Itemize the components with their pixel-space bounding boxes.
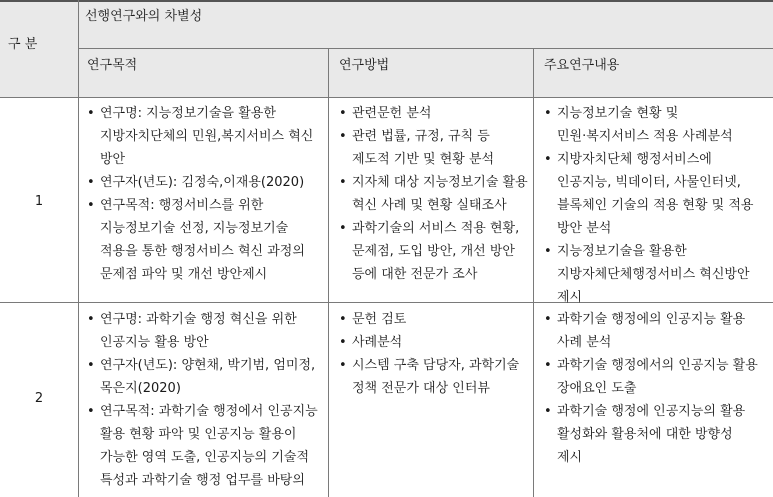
list-item	[541, 354, 758, 400]
list-item-line: • 연구자(년도): 양현채, 박기범, 엄미정,	[100, 358, 316, 373]
list-item-line: • 연구자(년도): 김정숙,이재용(2020)	[100, 175, 305, 190]
list-item-line: 장애요인 도출	[557, 381, 637, 396]
list-item	[336, 308, 519, 331]
list-item-line: 적용을 통한 행정서비스 혁신 과정의	[100, 244, 305, 259]
list-item-line: • 관련문헌 분석	[352, 106, 432, 121]
list-item	[84, 194, 313, 286]
list-item-line: • 관련 법률, 규정, 규칙 등	[352, 129, 490, 144]
list-item-line: 지능정보기술 선정, 지능정보기술	[100, 221, 289, 236]
row-number: 2	[34, 391, 44, 406]
list-item-line: 블록체인 기술의 적용 현황 및 적용	[557, 198, 754, 213]
list-item	[336, 125, 528, 171]
list-item	[336, 217, 528, 286]
list-item-line: 민원·복지서비스 적용 사례분석	[557, 129, 733, 144]
purpose-header: 연구목적	[87, 58, 138, 73]
list-item	[84, 354, 318, 400]
list-item-line: 정책 전문가 대상 인터뷰	[352, 381, 490, 396]
row-number: 1	[34, 194, 44, 209]
list-item	[84, 308, 318, 354]
list-item-line: 등에 대한 전문가 조사	[352, 267, 478, 282]
header-bottom-rule	[0, 97, 773, 98]
list-item-line: 특성과 과학기술 행정 업무를 바탕의	[100, 473, 305, 488]
row-2-method-list	[336, 308, 519, 400]
list-item-line: • 과학기술 행정에서의 인공지능 활용	[557, 358, 758, 373]
list-item-line: • 지능정보기술 현황 및	[557, 106, 679, 121]
list-item	[541, 400, 758, 469]
list-item-line: • 과학기술 행정에의 인공지능 활용	[557, 312, 746, 327]
list-item-line: 활성화와 활용처에 대한 방향성	[557, 427, 733, 442]
list-item	[336, 331, 519, 354]
list-item	[336, 171, 528, 217]
row-2-purpose-list	[84, 308, 318, 492]
list-item-line: 문제점, 도입 방안, 개선 방안	[352, 244, 515, 259]
list-item	[541, 148, 753, 240]
list-item-line: • 지방자치단체 행정서비스에	[557, 152, 712, 167]
header-group-rule	[78, 48, 773, 49]
list-item	[336, 102, 528, 125]
list-item-line: 제시	[557, 290, 583, 305]
list-item-line: 사례 분석	[557, 335, 612, 350]
row-1-purpose-list	[84, 102, 313, 286]
list-item-line: • 연구목적: 행정서비스를 위한	[100, 198, 264, 213]
row-1-content-list	[541, 102, 753, 309]
list-item-line: • 연구명: 지능정보기술을 활용한	[100, 106, 276, 121]
row-1-method-list	[336, 102, 528, 286]
list-item-line: 방안	[100, 152, 126, 167]
list-item-line: • 사례분석	[352, 335, 403, 350]
list-item	[84, 171, 313, 194]
list-item-line: • 과학기술 행정에 인공지능의 활용	[557, 404, 746, 419]
list-item-line: 인공지능, 빅데이터, 사물인터넷,	[557, 175, 741, 190]
list-item-line: 방안 분석	[557, 221, 612, 236]
gubun-column-rule	[78, 0, 79, 497]
list-item-line: • 연구목적: 과학기술 행정에서 인공지능	[100, 404, 318, 419]
row-2-content-list	[541, 308, 758, 469]
list-item-line: 가능한 영역 도출, 인공지능의 기술적	[100, 450, 310, 465]
list-item	[84, 400, 318, 492]
list-item-line: • 지자체 대상 지능정보기술 활용	[352, 175, 528, 190]
list-item-line: 활용 현황 파악 및 인공지능 활용이	[100, 427, 297, 442]
list-item-line: 목은지(2020)	[100, 381, 181, 396]
list-item-line: 제시	[557, 450, 583, 465]
header-top-rule	[0, 0, 773, 2]
purpose-column-rule	[328, 48, 329, 497]
list-item	[84, 102, 313, 171]
list-item	[336, 354, 519, 400]
method-column-rule	[533, 48, 534, 497]
list-item-line: 지방자치단체의 민원,복지서비스 혁신	[100, 129, 314, 144]
list-item	[541, 240, 753, 309]
list-item-line: 문제점 파악 및 개선 방안제시	[100, 267, 268, 282]
differentiation-header: 선행연구와의 차별성	[85, 9, 203, 24]
gubun-header: 구 분	[8, 37, 38, 52]
list-item-line: • 연구명: 과학기술 행정 혁신을 위한	[100, 312, 297, 327]
list-item	[541, 308, 758, 354]
list-item-line: • 지능정보기술을 활용한	[557, 244, 687, 259]
method-header: 연구방법	[339, 58, 390, 73]
list-item-line: • 과학기술의 서비스 적용 현황,	[352, 221, 520, 236]
list-item-line: • 시스템 구축 담당자, 과학기술	[352, 358, 520, 373]
list-item-line: 제도적 기반 및 현황 분석	[352, 152, 495, 167]
list-item-line: • 문헌 검토	[352, 312, 407, 327]
list-item	[541, 102, 753, 148]
list-item-line: 혁신 사례 및 현황 실태조사	[352, 198, 507, 213]
list-item-line: 지방자체단체행정서비스 혁신방안	[557, 267, 750, 282]
list-item-line: 인공지능 활용 방안	[100, 335, 209, 350]
content-header: 주요연구내용	[544, 58, 620, 73]
